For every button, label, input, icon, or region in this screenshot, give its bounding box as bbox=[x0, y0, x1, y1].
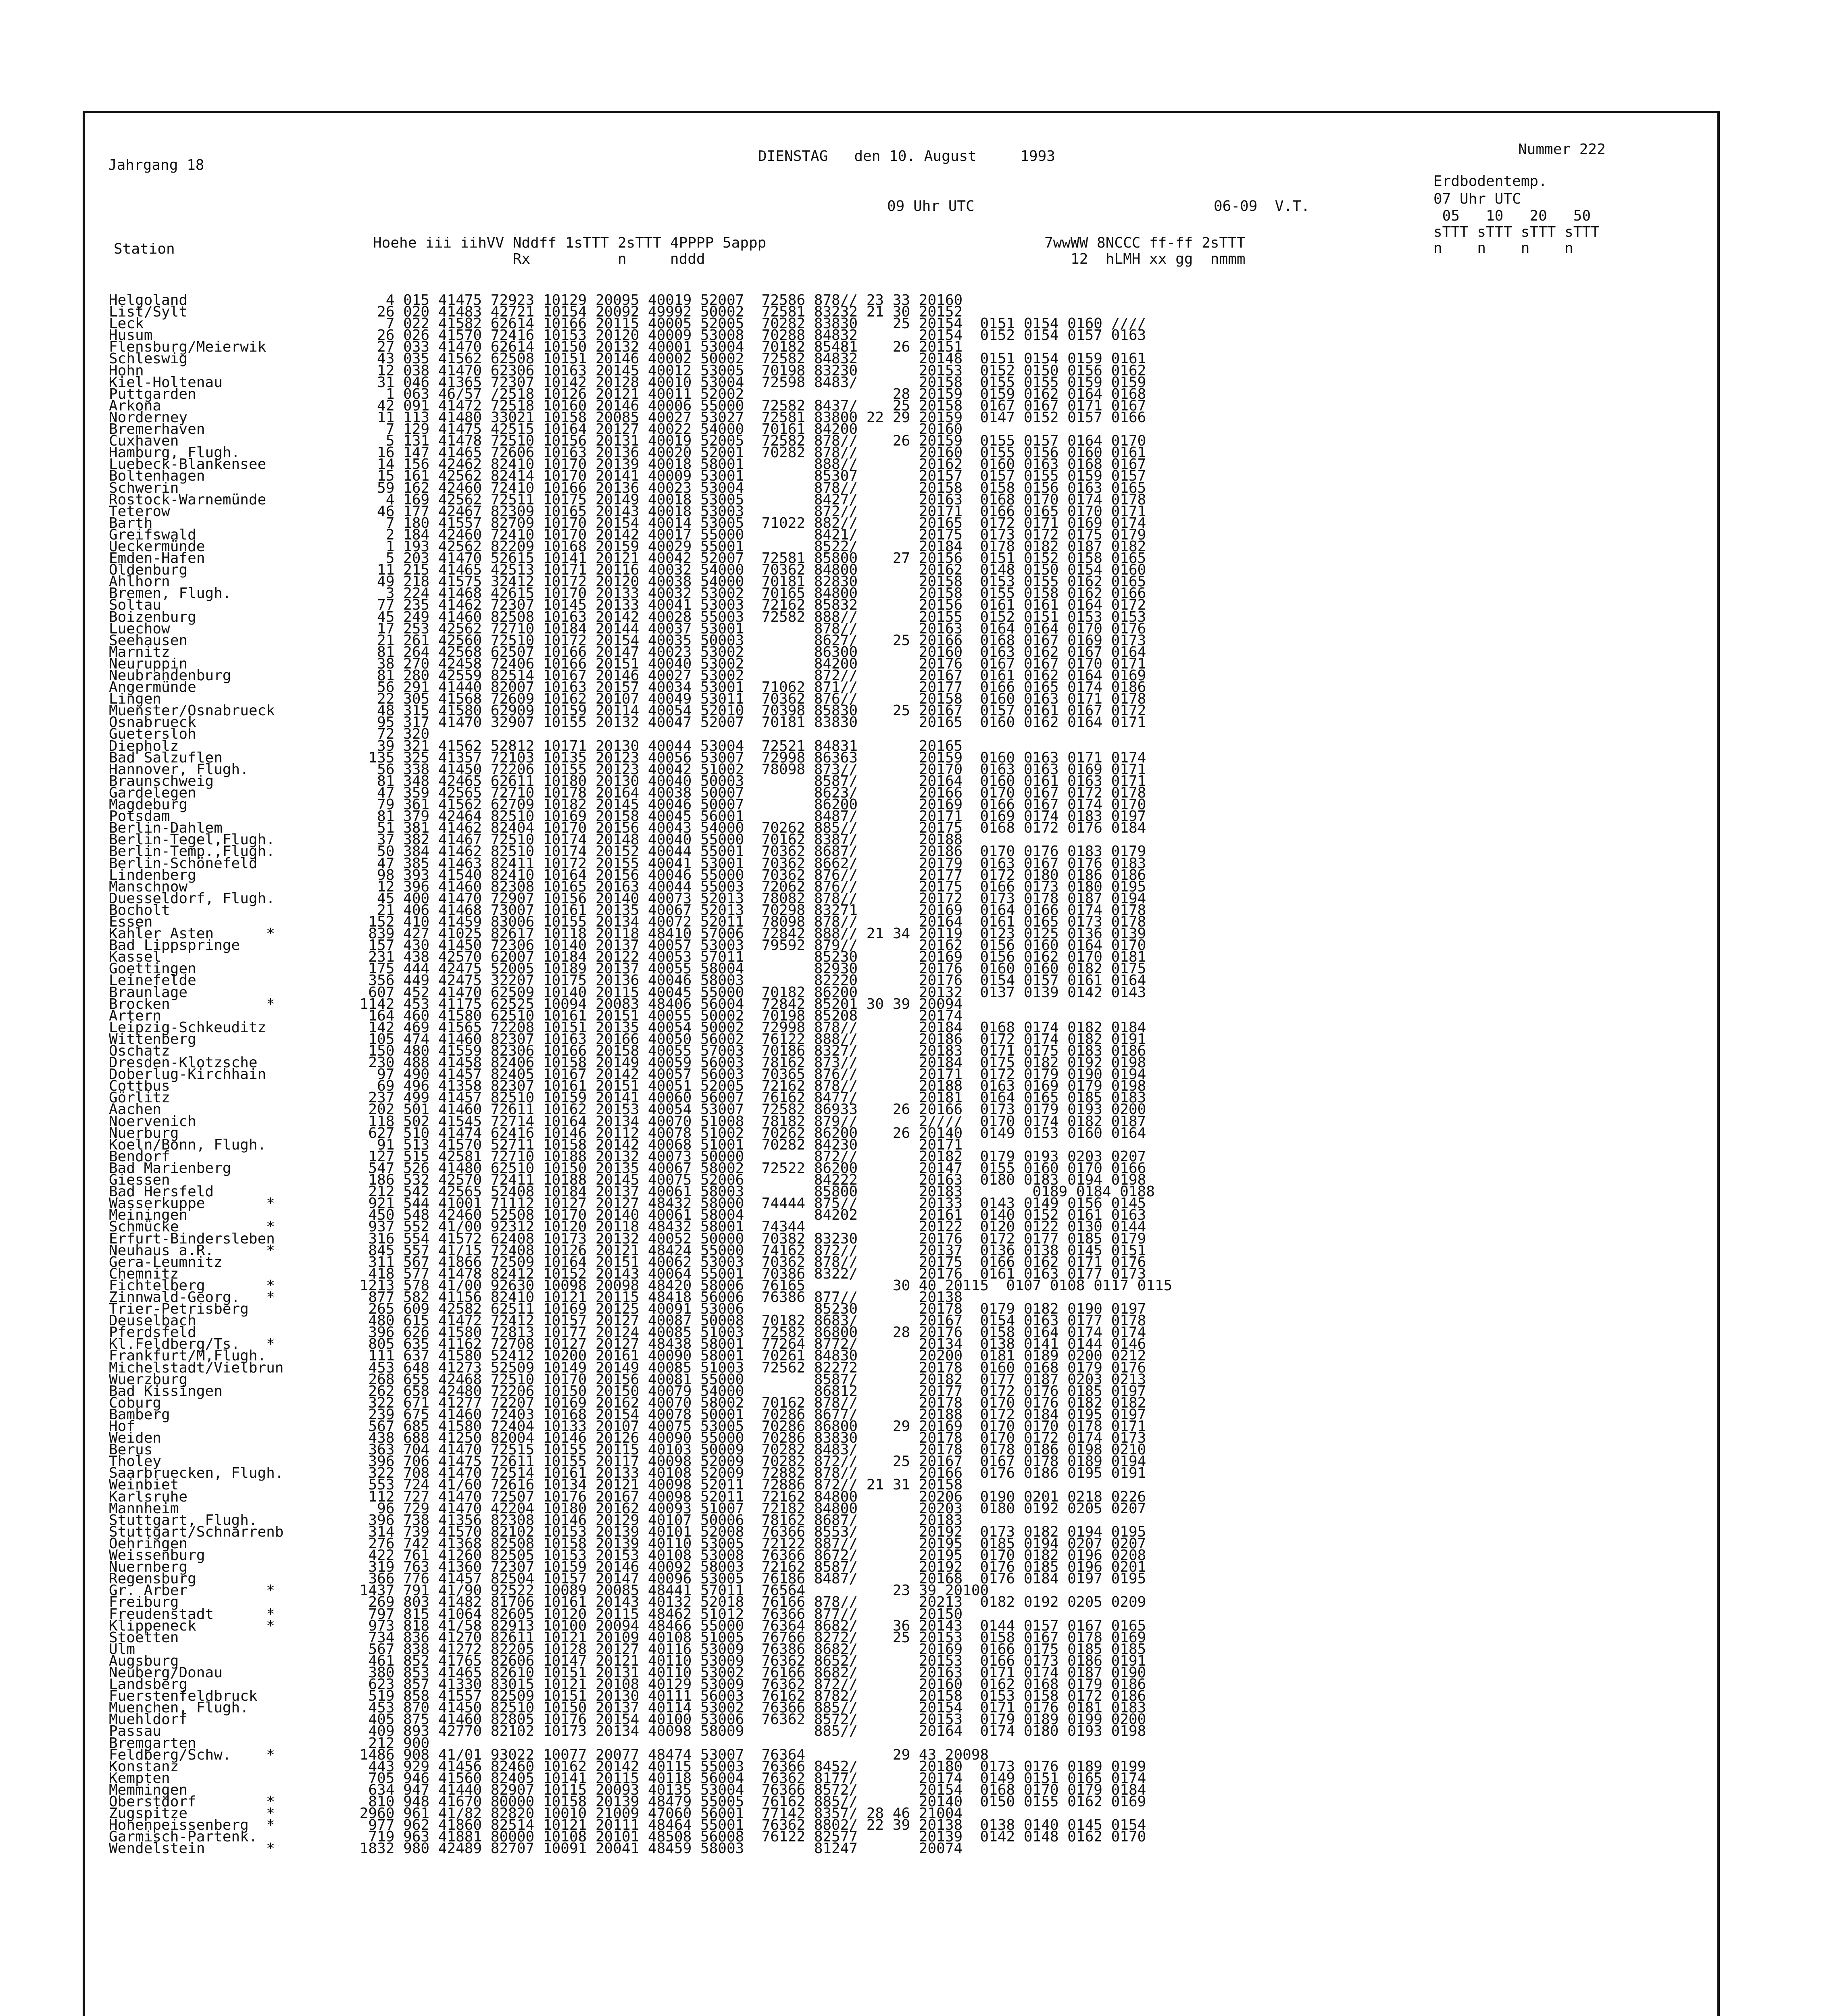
observation-row: 12 038 41470 62306 10163 20145 40012 53005 70198 83230 20153 0152 0150 0156 0162 bbox=[351, 362, 1146, 379]
observation-row: 453 648 41273 52509 10149 20149 40085 51003 72562 82272 20178 0160 0168 0179 0176 bbox=[351, 1359, 1146, 1376]
station-name: Oldenburg bbox=[109, 562, 188, 579]
observation-row: 239 675 41460 72403 10168 20154 40078 50001 70286 8677/ 20188 0172 0184 0195 0197 bbox=[351, 1406, 1146, 1423]
observation-row: 42 091 41472 72518 10160 20146 40006 55000 72582 8437/ 25 20158 0167 0167 0171 0167 bbox=[351, 397, 1146, 414]
station-name: Memmingen bbox=[109, 1781, 188, 1798]
station-name: Boizenburg bbox=[109, 608, 196, 625]
station-name: Zinnwald-Georg. * bbox=[109, 1289, 275, 1306]
observation-row: 202 501 41460 72611 10162 20153 40054 53007 72582 86933 26 20166 0173 0179 0193 0200 bbox=[351, 1101, 1146, 1118]
observation-row: 72 320 bbox=[351, 726, 430, 743]
observation-row: 31 046 41365 72307 10142 20128 40010 53004 72598 8483/ 20158 0155 0155 0159 0159 bbox=[351, 374, 1146, 391]
station-name: Diepholz bbox=[109, 737, 179, 754]
observation-row: 276 742 41368 82508 10158 20139 40110 53005 72122 887// 20195 0185 0194 0207 0207 bbox=[351, 1535, 1146, 1552]
station-name: Weissenburg bbox=[109, 1547, 205, 1564]
station-name: Stuttgart/Schnarrenb bbox=[109, 1523, 284, 1540]
station-name: List/Sylt bbox=[109, 304, 188, 321]
observation-row: 396 626 41580 72813 10177 20124 40085 51003 72582 86800 28 20176 0158 0164 0174 0174 bbox=[351, 1324, 1146, 1341]
observation-row: 623 857 41330 83015 10121 20108 40129 53009 76362 872// 20160 0162 0168 0179 0186 bbox=[351, 1676, 1146, 1693]
station-name: Arkona bbox=[109, 397, 162, 414]
observation-row: 547 526 41480 62510 10150 20135 40067 58002 72522 86200 20147 0155 0160 0170 0166 bbox=[351, 1160, 1146, 1177]
observation-row: 480 615 41472 72412 10157 20127 40087 50008 70182 8683/ 20167 0154 0163 0177 0178 bbox=[351, 1312, 1146, 1329]
observation-row: 810 948 41670 80000 10158 20139 48479 55005 76162 885// 20140 0150 0155 0162 0169 bbox=[351, 1793, 1146, 1810]
observation-row: 21 261 42560 72510 10172 20154 40035 50003 8627/ 25 20166 0168 0167 0169 0173 bbox=[351, 632, 1146, 649]
station-name: Hohenpeissenberg * bbox=[109, 1817, 275, 1834]
station-name: Ueckermünde bbox=[109, 538, 205, 555]
observation-row: 453 870 41450 82510 10150 20137 40114 53002 76366 885// 20154 0171 0176 0181 0183 bbox=[351, 1699, 1146, 1716]
station-name: Essen bbox=[109, 913, 153, 930]
station-name: Guetersloh bbox=[109, 726, 196, 743]
station-name: Schmücke * bbox=[109, 1218, 275, 1235]
observation-row: 175 444 42475 52005 10189 20137 40055 58004 82930 20176 0160 0160 0182 0175 bbox=[351, 960, 1146, 977]
observation-row: 98 393 41540 82410 10164 20156 40046 55000 70362 876// 20177 0172 0180 0186 0186 bbox=[351, 866, 1146, 883]
soil-temp-cols: sTTT sTTT sTTT sTTT bbox=[1433, 224, 1600, 240]
observation-row: 443 929 41456 82460 10162 20142 40115 55003 76366 8452/ 20180 0173 0176 0189 0199 bbox=[351, 1758, 1146, 1775]
station-name: Erfurt-Bindersleben bbox=[109, 1230, 275, 1247]
observation-row: 14 156 42462 82410 10170 20139 40018 58001 888// 20162 0160 0163 0168 0167 bbox=[351, 456, 1146, 473]
station-name: Koeln/Bonn, Flugh. bbox=[109, 1136, 267, 1153]
observation-row: 81 264 42568 62507 10166 20147 40023 53002 86300 20160 0163 0162 0167 0164 bbox=[351, 644, 1146, 660]
observation-row: 112 727 41470 72507 10176 20167 40098 52011 72162 84800 20206 0190 0201 0218 0226 bbox=[351, 1488, 1146, 1505]
observation-row: 17 253 42562 72710 10184 20144 40037 53001 878// 20163 0164 0164 0170 0176 bbox=[351, 620, 1146, 637]
observation-row: 262 658 42480 72206 10150 20150 40079 54000 86812 20177 0172 0176 0185 0197 bbox=[351, 1383, 1146, 1400]
station-name: Chemnitz bbox=[109, 1265, 179, 1282]
observation-row: 237 499 41457 82510 10159 20141 40060 56007 76162 8477/ 20181 0164 0165 0185 0183 bbox=[351, 1089, 1146, 1106]
observation-row: 47 385 41463 82411 10172 20155 40041 53001 70362 8662/ 20179 0163 0167 0176 0183 bbox=[351, 855, 1146, 872]
station-name: Brocken * bbox=[109, 996, 275, 1012]
station-name: Bad Kissingen bbox=[109, 1383, 223, 1400]
station-name: Coburg bbox=[109, 1394, 162, 1411]
station-name: Lindenberg bbox=[109, 866, 196, 883]
station-name: Landsberg bbox=[109, 1676, 188, 1693]
station-name: Marnitz bbox=[109, 644, 170, 660]
station-name: Noervenich bbox=[109, 1113, 196, 1130]
observation-row: 37 382 41467 72510 10174 20148 40040 55000 70162 8387/ 20188 bbox=[351, 831, 963, 848]
jahrgang-label: Jahrgang 18 bbox=[108, 157, 204, 173]
observation-row: 150 480 41559 82306 10166 20158 40055 57003 70186 8327/ 20183 0171 0175 0183 0186 bbox=[351, 1043, 1146, 1059]
station-name: Feldberg/Schw. * bbox=[109, 1746, 275, 1763]
observation-row: 59 162 42460 72410 10166 20136 40023 53004 878// 20158 0158 0156 0163 0165 bbox=[351, 479, 1146, 496]
station-name: Passau bbox=[109, 1723, 162, 1740]
station-name: Helgoland bbox=[109, 292, 188, 308]
observation-row: 405 875 41460 82805 10176 20154 40100 53006 76362 8572/ 20153 0179 0189 0199 0200 bbox=[351, 1711, 1146, 1728]
station-name: Giessen bbox=[109, 1172, 170, 1189]
station-name: Ulm bbox=[109, 1641, 135, 1658]
station-name: Kahler Asten * bbox=[109, 925, 275, 942]
observation-row: 26 026 41570 72416 10153 20120 40009 53008 70288 84832 20154 0152 0154 0157 0163 bbox=[351, 327, 1146, 344]
station-name: Cottbus bbox=[109, 1078, 170, 1095]
station-name: Görlitz bbox=[109, 1089, 170, 1106]
station-name: Bendorf bbox=[109, 1148, 170, 1165]
station-column-header: Station bbox=[114, 241, 175, 257]
station-name: Angermünde bbox=[109, 679, 196, 696]
observation-row: 95 317 41470 32907 10155 20132 40047 52007 70181 83830 20165 0160 0162 0164 0171 bbox=[351, 714, 1146, 731]
observation-row: 5 131 41478 72510 10156 20131 40019 52005 72582 878// 26 20159 0155 0157 0164 0170 bbox=[351, 433, 1146, 450]
observation-row: 81 280 42559 82514 10167 20146 40027 53002 872// 20167 0161 0162 0164 0169 bbox=[351, 667, 1146, 684]
observation-row: 311 567 41866 72509 10164 20151 40062 53003 70362 878// 20175 0166 0162 0171 0176 bbox=[351, 1254, 1146, 1270]
station-name: Luechow bbox=[109, 620, 170, 637]
station-name: Osnabrueck bbox=[109, 714, 196, 731]
station-name: Tholey bbox=[109, 1453, 162, 1470]
observation-row: 438 688 41250 82004 10146 20126 40090 55000 70286 83830 20178 0170 0172 0174 0173 bbox=[351, 1430, 1146, 1447]
station-name: Fuerstenfeldbruck bbox=[109, 1688, 258, 1705]
observation-row: 38 270 42458 72406 10166 20151 40040 53002 84200 20176 0167 0167 0170 0171 bbox=[351, 655, 1146, 672]
date-line: DIENSTAG den 10. August 1993 bbox=[758, 148, 1055, 165]
station-name: Zugspitze * bbox=[109, 1805, 275, 1822]
observation-row: 461 852 41765 82606 10147 20121 40110 53009 76362 8652/ 20153 0166 0173 0186 0191 bbox=[351, 1652, 1146, 1669]
observation-row: 567 838 41272 82205 10128 20127 40116 53009 76386 8682/ 20169 0166 0175 0185 0185 bbox=[351, 1641, 1146, 1658]
station-name: Muenchen, Flugh. bbox=[109, 1699, 249, 1716]
observation-row: 1213 578 41/00 92630 10098 20098 48420 58006 76165 30 40 20115 0107 0108 0117 0115 bbox=[351, 1277, 1173, 1294]
station-name: Kempten bbox=[109, 1770, 170, 1787]
observation-row: 1486 908 41/01 93022 10077 20077 48474 53007 76364 29 43 20098 bbox=[351, 1746, 989, 1763]
observation-row: 48 315 41580 62909 10159 20114 40054 52010 70398 85830 25 20167 0157 0161 0167 0172 bbox=[351, 702, 1146, 719]
station-name: Kl.Feldberg/Ts. * bbox=[109, 1336, 275, 1353]
station-name: Wendelstein * bbox=[109, 1840, 275, 1857]
station-name: Aachen bbox=[109, 1101, 162, 1118]
observation-row: 366 776 41457 82504 10157 20147 40096 53005 76186 8487/ 20168 0176 0184 0197 0195 bbox=[351, 1570, 1146, 1587]
observation-row: 77 235 41462 72307 10145 20133 40041 53003 72162 85832 20156 0161 0161 0164 0172 bbox=[351, 597, 1146, 614]
observation-row: 49 218 41575 32412 10172 20120 40038 54000 70181 82830 20158 0153 0155 0162 0165 bbox=[351, 573, 1146, 590]
observation-row: 418 577 41478 82412 10152 20143 40064 55001 70386 8322/ 20176 0161 0163 0177 0173 bbox=[351, 1265, 1146, 1282]
observation-row: 47 359 42565 72710 10178 20164 40038 50007 8623/ 20166 0170 0167 0172 0178 bbox=[351, 784, 1146, 801]
station-name: Soltau bbox=[109, 597, 162, 614]
station-name: Fichtelberg * bbox=[109, 1277, 275, 1294]
station-name: Greifswald bbox=[109, 526, 196, 543]
station-name: Bad Lippspringe bbox=[109, 937, 240, 954]
station-name: Braunlage bbox=[109, 984, 188, 1001]
observation-row: 212 900 bbox=[351, 1735, 430, 1752]
station-name: Kiel-Holtenau bbox=[109, 374, 223, 391]
station-name: Muehldorf bbox=[109, 1711, 188, 1728]
observation-row: 2 184 42460 72410 10170 20142 40017 55000 8421/ 20175 0173 0172 0175 0179 bbox=[351, 526, 1146, 543]
observation-row: 26 020 41483 42721 10154 20092 49992 50002 72581 83232 21 30 20152 bbox=[351, 304, 963, 321]
observation-row: 322 708 41470 72514 10161 20133 40108 52009 72882 878// 20166 0176 0186 0195 0191 bbox=[351, 1465, 1146, 1482]
station-name: Berus bbox=[109, 1441, 153, 1458]
station-name: Nuernberg bbox=[109, 1559, 188, 1576]
observation-row: 977 962 41860 82514 10121 20111 48464 55001 76362 8802/ 22 39 20138 0138 0140 0145 0154 bbox=[351, 1817, 1146, 1834]
station-name: Hamburg, Flugh. bbox=[109, 444, 240, 461]
station-name: Klippeneck * bbox=[109, 1617, 275, 1634]
observation-row: 839 427 41025 82617 10118 20118 48410 57006 72842 888// 21 34 20119 0123 0125 0136 0139 bbox=[351, 925, 1146, 942]
observation-row: 265 609 42582 62511 10169 20125 40091 53006 85230 20178 0179 0182 0190 0197 bbox=[351, 1301, 1146, 1318]
station-name: Braunschweig bbox=[109, 773, 214, 789]
station-name: Trier-Petrisberg bbox=[109, 1301, 249, 1318]
observation-row: 7 129 41475 42515 10164 20127 40022 54000 70161 84200 20160 bbox=[351, 421, 963, 438]
observation-row: 634 947 41440 82907 10115 20093 40135 53004 76366 8572/ 20154 0168 0170 0179 0184 bbox=[351, 1781, 1146, 1798]
observation-row: 22 305 41568 72609 10162 20107 40049 53011 70362 876// 20158 0160 0163 0171 0178 bbox=[351, 691, 1146, 708]
soil-temp-time: 07 Uhr UTC bbox=[1433, 191, 1521, 207]
station-name: Bremgarten bbox=[109, 1735, 196, 1752]
station-name: Hannover, Flugh. bbox=[109, 761, 249, 778]
station-name: Neuhaus a.R. * bbox=[109, 1242, 275, 1259]
observation-row: 56 338 41450 72206 10155 20123 40042 51002 78098 873// 20170 0163 0163 0169 0171 bbox=[351, 761, 1146, 778]
station-name: Bad Hersfeld bbox=[109, 1183, 214, 1200]
observation-row: 269 803 41482 81706 10161 20143 40132 52018 76166 878// 20213 0182 0192 0205 0209 bbox=[351, 1594, 1146, 1611]
station-name: Hohn bbox=[109, 362, 144, 379]
observation-row: 164 460 41580 62510 10161 20151 40055 50002 70198 85208 20174 bbox=[351, 1007, 963, 1024]
station-name: Barth bbox=[109, 514, 153, 531]
observation-row: 314 739 41570 82102 10153 20139 40101 52008 76366 8553/ 20192 0173 0182 0194 0195 bbox=[351, 1523, 1146, 1540]
station-name: Leck bbox=[109, 315, 144, 332]
right-columns-header: 7wwWW 8NCCC ff-ff 2sTTT bbox=[1044, 235, 1246, 251]
observation-row: 719 963 41881 80000 10108 20101 48508 56008 76122 82577 20139 0142 0148 0162 0170 bbox=[351, 1829, 1146, 1845]
observation-row: 4 169 42562 72511 10175 20149 40018 53005 8427/ 20163 0168 0170 0174 0178 bbox=[351, 491, 1146, 508]
station-name: Flensburg/Meierwik bbox=[109, 339, 267, 356]
observation-row: 91 513 41570 52711 10158 20142 40068 51001 70282 84230 20171 bbox=[351, 1136, 963, 1153]
observation-row: 322 671 41277 72207 10169 20162 40070 58002 70162 878// 20178 0170 0176 0182 0182 bbox=[351, 1394, 1146, 1411]
observation-row: 5 203 41470 52615 10141 20121 40042 52007 72581 85800 27 20156 0151 0152 0158 0165 bbox=[351, 550, 1146, 567]
observation-row: 111 637 41580 52412 10200 20161 40090 58001 70261 84830 20200 0181 0189 0200 0212 bbox=[351, 1347, 1146, 1364]
station-name: Wasserkuppe * bbox=[109, 1195, 275, 1212]
station-name: Weiden bbox=[109, 1430, 162, 1447]
observation-row: 212 542 42565 52408 10184 20137 40061 58003 85800 20183 0189 0184 0188 bbox=[351, 1183, 1155, 1200]
observation-row: 11 215 41465 42513 10171 20116 40032 54000 70362 84800 20162 0148 0150 0154 0160 bbox=[351, 562, 1146, 579]
station-name: Boltenhagen bbox=[109, 468, 205, 485]
observation-row: 1832 980 42489 82707 10091 20041 48459 58003 81247 20074 bbox=[351, 1840, 963, 1857]
station-name: Oschatz bbox=[109, 1043, 170, 1059]
station-name: Bremerhaven bbox=[109, 421, 205, 438]
observation-row: 50 384 41462 82510 10174 20152 40044 55001 70362 8687/ 20186 0170 0176 0183 0179 bbox=[351, 843, 1146, 860]
station-name: Frankfurt/M,Flugh. bbox=[109, 1347, 267, 1364]
station-name: Luebeck-Blankensee bbox=[109, 456, 267, 473]
station-name: Hof bbox=[109, 1418, 135, 1435]
observation-row: 81 348 42465 62611 10180 20130 40040 50003 8587/ 20164 0160 0161 0163 0171 bbox=[351, 773, 1146, 789]
station-name: Bocholt bbox=[109, 902, 170, 918]
observation-row: 921 544 41001 71112 10127 20127 48432 58000 74444 875// 20133 0143 0149 0156 0145 bbox=[351, 1195, 1146, 1212]
observation-row: 380 853 41465 82610 10151 20131 40110 53002 76166 8682/ 20163 0171 0174 0187 0190 bbox=[351, 1664, 1146, 1681]
observation-row: 396 706 41475 72611 10155 20117 40098 52009 70282 872// 25 20167 0167 0178 0189 0194 bbox=[351, 1453, 1146, 1470]
station-name: Goettingen bbox=[109, 960, 196, 977]
observation-rows bbox=[351, 292, 1173, 1857]
observation-row: 797 815 41064 82605 10120 20115 48462 51012 76366 877// 20150 bbox=[351, 1606, 963, 1622]
station-name: Regensburg bbox=[109, 1570, 196, 1587]
station-name: Bad Salzuflen bbox=[109, 749, 223, 766]
station-name: Kassel bbox=[109, 949, 162, 966]
observation-row: 4 015 41475 72923 10129 20095 40019 52007 72586 878// 23 33 20160 bbox=[351, 292, 963, 308]
observation-row: 422 761 41260 82505 10153 20153 40108 53008 76366 8672/ 20195 0170 0182 0196 0208 bbox=[351, 1547, 1146, 1564]
station-name: Muenster/Osnabrueck bbox=[109, 702, 275, 719]
station-name: Stoetten bbox=[109, 1629, 179, 1646]
observation-row: 51 381 41462 82404 10170 20156 40043 54000 70262 885// 20175 0168 0172 0176 0184 bbox=[351, 820, 1146, 837]
main-columns-header: Hoehe iii iihVV Nddff 1sTTT 2sTTT 4PPPP 5appp bbox=[373, 235, 767, 251]
observation-row: 142 469 41565 72208 10151 20135 40054 50002 72998 878// 20184 0168 0174 0182 0184 bbox=[351, 1019, 1146, 1036]
station-name: Freiburg bbox=[109, 1594, 179, 1611]
station-name: Manschnow bbox=[109, 878, 188, 895]
observation-row: 11 113 41480 33021 10158 20085 40027 53027 72581 83800 22 29 20159 0147 0152 0157 0166 bbox=[351, 409, 1146, 426]
observation-row: 450 548 42460 52508 10170 20140 40061 58004 84202 20161 0140 0152 0161 0163 bbox=[351, 1207, 1146, 1224]
observation-row: 46 177 42467 82309 10165 20143 40018 53003 872// 20171 0166 0165 0170 0171 bbox=[351, 503, 1146, 520]
main-columns-subheader: Rx n nddd bbox=[373, 251, 705, 267]
observation-row: 135 325 41357 72103 10135 20123 40056 53007 72998 86363 20159 0160 0163 0171 0174 bbox=[351, 749, 1146, 766]
station-name: Neubrandenburg bbox=[109, 667, 231, 684]
observation-row: 1 193 42562 82209 10168 20159 40029 55001 8522/ 20184 0178 0182 0187 0182 bbox=[351, 538, 1146, 555]
observation-row: 97 490 41457 82405 10167 20142 40057 56003 70365 876// 20171 0172 0179 0190 0194 bbox=[351, 1066, 1146, 1083]
station-name: Stuttgart, Flugh. bbox=[109, 1512, 258, 1529]
station-name: Schwerin bbox=[109, 479, 179, 496]
observation-row: 43 035 41562 62508 10151 20146 40002 50002 72582 84832 20148 0151 0154 0159 0161 bbox=[351, 350, 1146, 367]
observation-row: 1 063 46/57 /2518 10126 20121 40011 52002 28 20159 0159 0162 0164 0168 bbox=[351, 385, 1146, 402]
observation-row: 805 635 41162 72708 10127 20127 48438 58001 77264 8772/ 20134 0138 0141 0144 0146 bbox=[351, 1336, 1146, 1353]
soil-temp-depths: 05 10 20 50 bbox=[1433, 208, 1591, 224]
observation-row: 973 818 41/58 82913 10100 20094 48466 55000 76364 8682/ 36 20143 0144 0157 0167 0165 bbox=[351, 1617, 1146, 1634]
observation-row: 363 704 41470 72515 10155 20115 40103 50009 70282 8483/ 20178 0178 0186 0198 0210 bbox=[351, 1441, 1146, 1458]
station-name: Bremen, Flugh. bbox=[109, 585, 231, 602]
observation-row: 45 400 41470 72907 10156 20140 40073 52013 78082 878// 20172 0173 0178 0187 0194 bbox=[351, 890, 1146, 907]
observation-row: 27 033 41470 62614 10150 20132 40001 53004 70182 85481 26 20151 bbox=[351, 339, 963, 356]
observation-row: 937 552 41/00 92312 10120 20118 48432 58001 74344 20122 0120 0122 0130 0144 bbox=[351, 1218, 1146, 1235]
station-name: Berlin-Dahlem bbox=[109, 820, 223, 837]
observation-row: 230 488 41458 82406 10158 20149 40059 56003 78162 873// 20184 0175 0182 0192 0198 bbox=[351, 1054, 1146, 1071]
observation-row: 1437 791 41/90 92522 10089 20085 48441 57011 76564 23 39 20100 bbox=[351, 1582, 989, 1599]
issue-number: Nummer 222 bbox=[1518, 141, 1606, 158]
observation-row: 319 763 41360 72307 10159 20146 40092 58003 72162 8587/ 20192 0176 0185 0196 0201 bbox=[351, 1559, 1146, 1576]
station-name: Wuerzburg bbox=[109, 1371, 188, 1388]
soil-temp-title: Erdbodentemp. bbox=[1433, 173, 1547, 190]
station-name: Teterow bbox=[109, 503, 170, 520]
observation-row: 396 738 41356 82308 10146 20129 40107 50006 78162 8687/ 20183 bbox=[351, 1512, 963, 1529]
station-name: Oehringen bbox=[109, 1535, 188, 1552]
observation-row: 2960 961 41/82 82820 10010 21009 47060 56001 77142 8357/ 28 46 21004 bbox=[351, 1805, 963, 1822]
station-name: Gr. Arber * bbox=[109, 1582, 275, 1599]
station-name: Magdeburg bbox=[109, 796, 188, 813]
observation-row: 7 180 41557 82709 10170 20154 40014 53005 71022 882// 20165 0172 0171 0169 0174 bbox=[351, 514, 1146, 531]
observation-row: 157 430 41450 72306 10140 20137 40057 53003 79592 879// 20162 0156 0160 0164 0170 bbox=[351, 937, 1146, 954]
observation-row: 567 685 41580 72404 10133 20107 40075 53005 70286 86800 29 20169 0170 0170 0178 0171 bbox=[351, 1418, 1146, 1435]
station-name: Wittenberg bbox=[109, 1031, 196, 1048]
station-name: Augsburg bbox=[109, 1652, 179, 1669]
station-name: Ahlhorn bbox=[109, 573, 170, 590]
station-name: Oberstdorf * bbox=[109, 1793, 275, 1810]
station-name: Bad Marienberg bbox=[109, 1160, 231, 1177]
observation-row: 15 161 42562 82414 10170 20141 40009 53001 85307 20157 0157 0155 0159 0157 bbox=[351, 468, 1146, 485]
station-name: Berlin-Tegel,Flugh. bbox=[109, 831, 275, 848]
station-name: Cuxhaven bbox=[109, 433, 179, 450]
station-name: Doberlug-Kirchhain bbox=[109, 1066, 267, 1083]
observation-row: 39 321 41562 52812 10171 20130 40044 53004 72521 84831 20165 bbox=[351, 737, 963, 754]
station-name: Potsdam bbox=[109, 808, 170, 825]
station-name: Garmisch-Partenk. bbox=[109, 1829, 258, 1845]
observation-row: 519 858 41557 82509 10151 20130 40111 56003 76162 8782/ 20158 0153 0158 0172 0186 bbox=[351, 1688, 1146, 1705]
station-name: Bamberg bbox=[109, 1406, 170, 1423]
station-name: Saarbruecken, Flugh. bbox=[109, 1465, 284, 1482]
station-name: Lingen bbox=[109, 691, 162, 708]
station-name: Pferdsfeld bbox=[109, 1324, 196, 1341]
observation-row: 21 406 41468 73007 10161 20135 40067 52013 70298 83271 20169 0164 0166 0174 0178 bbox=[351, 902, 1146, 918]
station-name: Emden-Hafen bbox=[109, 550, 205, 567]
observation-row: 268 655 42468 72510 10170 20156 40081 55000 8587/ 20182 0177 0187 0203 0213 bbox=[351, 1371, 1146, 1388]
station-list bbox=[109, 292, 284, 1857]
observation-row: 316 554 41572 62408 10173 20132 40052 50000 70382 83230 20176 0172 0177 0185 0179 bbox=[351, 1230, 1146, 1247]
station-name: Neuberg/Donau bbox=[109, 1664, 223, 1681]
observation-row: 118 502 41545 72714 10164 20134 40070 51008 78182 879// 2//// 0170 0174 0182 0187 bbox=[351, 1113, 1146, 1130]
station-name: Konstanz bbox=[109, 1758, 179, 1775]
station-name: Leinefelde bbox=[109, 972, 196, 989]
station-name: Husum bbox=[109, 327, 153, 344]
station-name: Berlin-Temp.,Flugh. bbox=[109, 843, 275, 860]
observation-row: 409 893 42770 82102 10173 20134 40098 58009 885// 20164 0174 0180 0193 0198 bbox=[351, 1723, 1146, 1740]
station-name: Neuruppin bbox=[109, 655, 188, 672]
soil-temp-units: n n n n bbox=[1433, 240, 1573, 256]
observation-row: 45 249 41460 82508 10163 20142 40028 55003 72582 888// 20155 0152 0151 0153 0153 bbox=[351, 608, 1146, 625]
observation-row: 7 022 41582 62614 10166 20115 40005 52005 70282 83830 25 20154 0151 0154 0160 //// bbox=[351, 315, 1146, 332]
station-name: Weinbiet bbox=[109, 1477, 179, 1493]
station-name: Puttgarden bbox=[109, 385, 196, 402]
station-name: Schleswig bbox=[109, 350, 188, 367]
station-name: Freudenstadt * bbox=[109, 1606, 275, 1622]
observation-row: 356 449 42475 32207 10175 20136 40046 58003 82220 20176 0154 0157 0161 0164 bbox=[351, 972, 1146, 989]
station-name: Berlin-Schönefeld bbox=[109, 855, 258, 872]
observation-row: 127 515 42581 72710 10188 20132 40073 50000 872// 20182 0179 0193 0203 0207 bbox=[351, 1148, 1146, 1165]
observation-row: 152 410 41459 83006 10155 20134 40072 52011 78098 878// 20164 0161 0165 0173 0178 bbox=[351, 913, 1146, 930]
observation-row: 79 361 41562 62709 10182 20145 40046 50007 86200 20169 0166 0167 0174 0170 bbox=[351, 796, 1146, 813]
time-09-utc: 09 Uhr UTC bbox=[887, 198, 975, 215]
observation-row: 627 510 41474 62416 10146 20112 40078 51002 70262 86200 26 20140 0149 0153 0160 0164 bbox=[351, 1125, 1146, 1141]
observation-row: 186 532 42570 72411 10188 20145 40075 52006 84222 20163 0180 0183 0194 0198 bbox=[351, 1172, 1146, 1189]
observation-row: 105 474 41460 82307 10163 20166 40050 56002 76122 888// 20186 0172 0174 0182 0191 bbox=[351, 1031, 1146, 1048]
station-name: Seehausen bbox=[109, 632, 188, 649]
observation-row: 607 452 41470 62509 10140 20115 40045 55000 70182 86200 20132 0137 0139 0142 0143 bbox=[351, 984, 1146, 1001]
observation-row: 553 724 41/60 72616 10134 20121 40098 52011 72886 872// 21 31 20158 bbox=[351, 1477, 963, 1493]
right-columns-subheader: 12 hLMH xx gg nmmm bbox=[1044, 251, 1246, 267]
observation-row: 705 946 41560 82405 10141 20115 40118 56004 76362 8177/ 20174 0149 0151 0165 0174 bbox=[351, 1770, 1146, 1787]
station-name: Deuselbach bbox=[109, 1312, 196, 1329]
observation-row: 16 147 41465 72606 10163 20136 40020 52001 70282 878// 20160 0155 0156 0160 0161 bbox=[351, 444, 1146, 461]
observation-row: 12 396 41460 82308 10165 20163 40044 55003 72062 876// 20175 0166 0173 0180 0195 bbox=[351, 878, 1146, 895]
observation-row: 81 379 42464 82510 10169 20158 40045 56001 8487/ 20171 0169 0174 0183 0197 bbox=[351, 808, 1146, 825]
station-name: Meiningen bbox=[109, 1207, 188, 1224]
observation-row: 69 496 41358 82307 10161 20151 40051 52005 72162 878// 20188 0163 0169 0179 0198 bbox=[351, 1078, 1146, 1095]
observation-row: 1142 453 41175 62525 10094 20083 48406 56004 72842 85201 30 39 20094 bbox=[351, 996, 963, 1012]
observation-row: 96 729 41470 42204 10180 20162 40093 51007 72182 84800 20203 0180 0192 0205 0207 bbox=[351, 1500, 1146, 1517]
station-name: Karlsruhe bbox=[109, 1488, 188, 1505]
station-name: Mannheim bbox=[109, 1500, 179, 1517]
station-name: Duesseldorf, Flugh. bbox=[109, 890, 275, 907]
observation-row: 56 291 41440 82007 10163 20157 40034 53001 71062 871// 20177 0166 0165 0174 0186 bbox=[351, 679, 1146, 696]
station-name: Gera-Leumnitz bbox=[109, 1254, 223, 1270]
station-name: Gardelegen bbox=[109, 784, 196, 801]
time-0609-vt: 06-09 V.T. bbox=[1214, 198, 1310, 215]
station-name: Artern bbox=[109, 1007, 162, 1024]
station-name: Michelstadt/Vielbrun bbox=[109, 1359, 284, 1376]
observation-row: 734 836 41270 82611 10121 20109 40108 51005 76766 8272/ 25 20153 0158 0167 0178 0169 bbox=[351, 1629, 1146, 1646]
station-name: Nuerburg bbox=[109, 1125, 179, 1141]
station-name: Norderney bbox=[109, 409, 188, 426]
station-name: Leipzig-Schkeuditz bbox=[109, 1019, 267, 1036]
station-name: Dresden-Klotzsche bbox=[109, 1054, 258, 1071]
station-name: Rostock-Warnemünde bbox=[109, 491, 267, 508]
observation-row: 877 582 41156 82410 10121 20115 48418 56006 76386 877// 20138 bbox=[351, 1289, 963, 1306]
observation-row: 231 438 42570 62007 10184 20122 40053 57011 85230 20169 0156 0162 0170 0181 bbox=[351, 949, 1146, 966]
observation-row: 845 557 41/15 72408 10126 20121 48424 55000 74162 872// 20137 0136 0138 0145 0151 bbox=[351, 1242, 1146, 1259]
observation-row: 3 224 41468 42615 10170 20133 40032 53002 70165 84800 20158 0155 0158 0162 0166 bbox=[351, 585, 1146, 602]
